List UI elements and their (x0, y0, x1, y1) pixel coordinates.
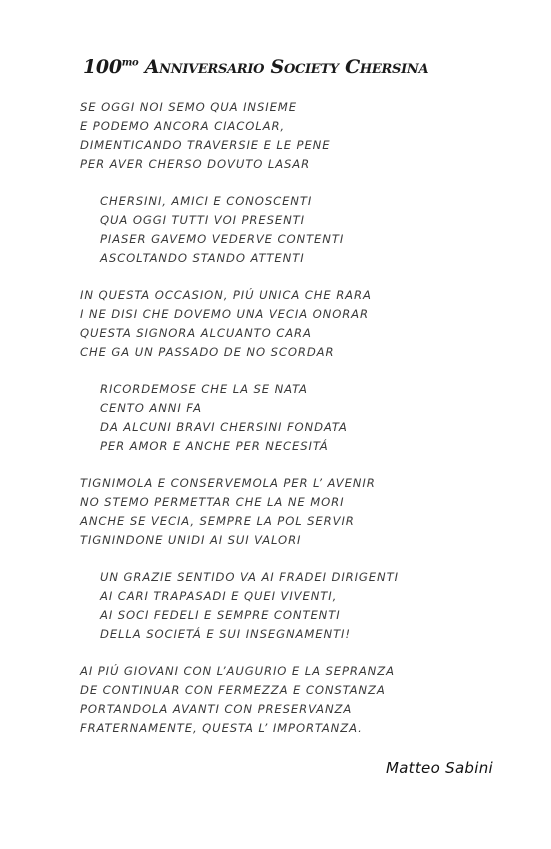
poem-line: I NE DISI CHE DOVEMO UNA VECIA ONORAR (80, 307, 369, 321)
poem-line: QUA OGGI TUTTI VOI PRESENTI (100, 213, 305, 227)
poem-line: AI CARI TRAPASADI E QUEI VIVENTI, (100, 589, 338, 603)
stanza-5 (80, 474, 520, 550)
poem-line: IN QUESTA OCCASION, PIÚ UNICA CHE RARA (80, 288, 372, 302)
poem-line: CHE GA UN PASSADO DE NO SCORDAR (80, 345, 335, 359)
poem-line: SE OGGI NOI SEMO QUA INSIEME (80, 100, 297, 114)
poem-body (80, 98, 520, 756)
poem-line: DELLA SOCIETÁ E SUI INSEGNAMENTI! (100, 627, 351, 641)
poem-line: ASCOLTANDO STANDO ATTENTI (100, 251, 305, 265)
title-number: 100 (83, 56, 122, 78)
poem-line: E PODEMO ANCORA CIACOLAR, (80, 119, 285, 133)
stanza-3 (80, 286, 520, 362)
author-signature: Matteo Sabini (385, 759, 493, 777)
poem-line: PER AVER CHERSO DOVUTO LASAR (80, 157, 311, 171)
poem-line: DE CONTINUAR CON FERMEZZA E CONSTANZA (80, 683, 386, 697)
poem-line: RICORDEMOSE CHE LA SE NATA (100, 382, 308, 396)
poem-line: PER AMOR E ANCHE PER NECESITÁ (100, 439, 329, 453)
poem-line: PORTANDOLA AVANTI CON PRESERVANZA (80, 702, 353, 716)
poem-line: DA ALCUNI BRAVI CHERSINI FONDATA (100, 420, 348, 434)
poem-line: AI SOCI FEDELI E SEMPRE CONTENTI (100, 608, 341, 622)
title-superscript: mo (121, 57, 139, 69)
stanza-1 (80, 98, 520, 174)
poem-line: PIASER GAVEMO VEDERVE CONTENTI (100, 232, 345, 246)
poem-line: DIMENTICANDO TRAVERSIE E LE PENE (80, 138, 331, 152)
poem-line: CENTO ANNI FA (100, 401, 202, 415)
poem-line: AI PIÚ GIOVANI CON L’AUGURIO E LA SEPRANZA (80, 664, 395, 678)
stanza-4 (80, 380, 520, 456)
poem-line: CHERSINI, AMICI E CONOSCENTI (100, 194, 313, 208)
stanza-2 (80, 192, 520, 268)
poem-line: TIGNINDONE UNIDI AI SUI VALORI (80, 533, 302, 547)
title-text: Anniversario Society Chersina (138, 56, 429, 78)
poem-line: TIGNIMOLA E CONSERVEMOLA PER L’ AVENIR (80, 476, 376, 490)
poem-line: NO STEMO PERMETTAR CHE LA NE MORI (80, 495, 345, 509)
poem-title (83, 55, 523, 79)
poem-line: UN GRAZIE SENTIDO VA AI FRADEI DIRIGENTI (100, 570, 399, 584)
poem-line: FRATERNAMENTE, QUESTA L’ IMPORTANZA. (80, 721, 363, 735)
poem-line: ANCHE SE VECIA, SEMPRE LA POL SERVIR (80, 514, 355, 528)
poem-line: QUESTA SIGNORA ALCUANTO CARA (80, 326, 312, 340)
stanza-6 (80, 568, 520, 644)
stanza-7 (80, 662, 520, 738)
